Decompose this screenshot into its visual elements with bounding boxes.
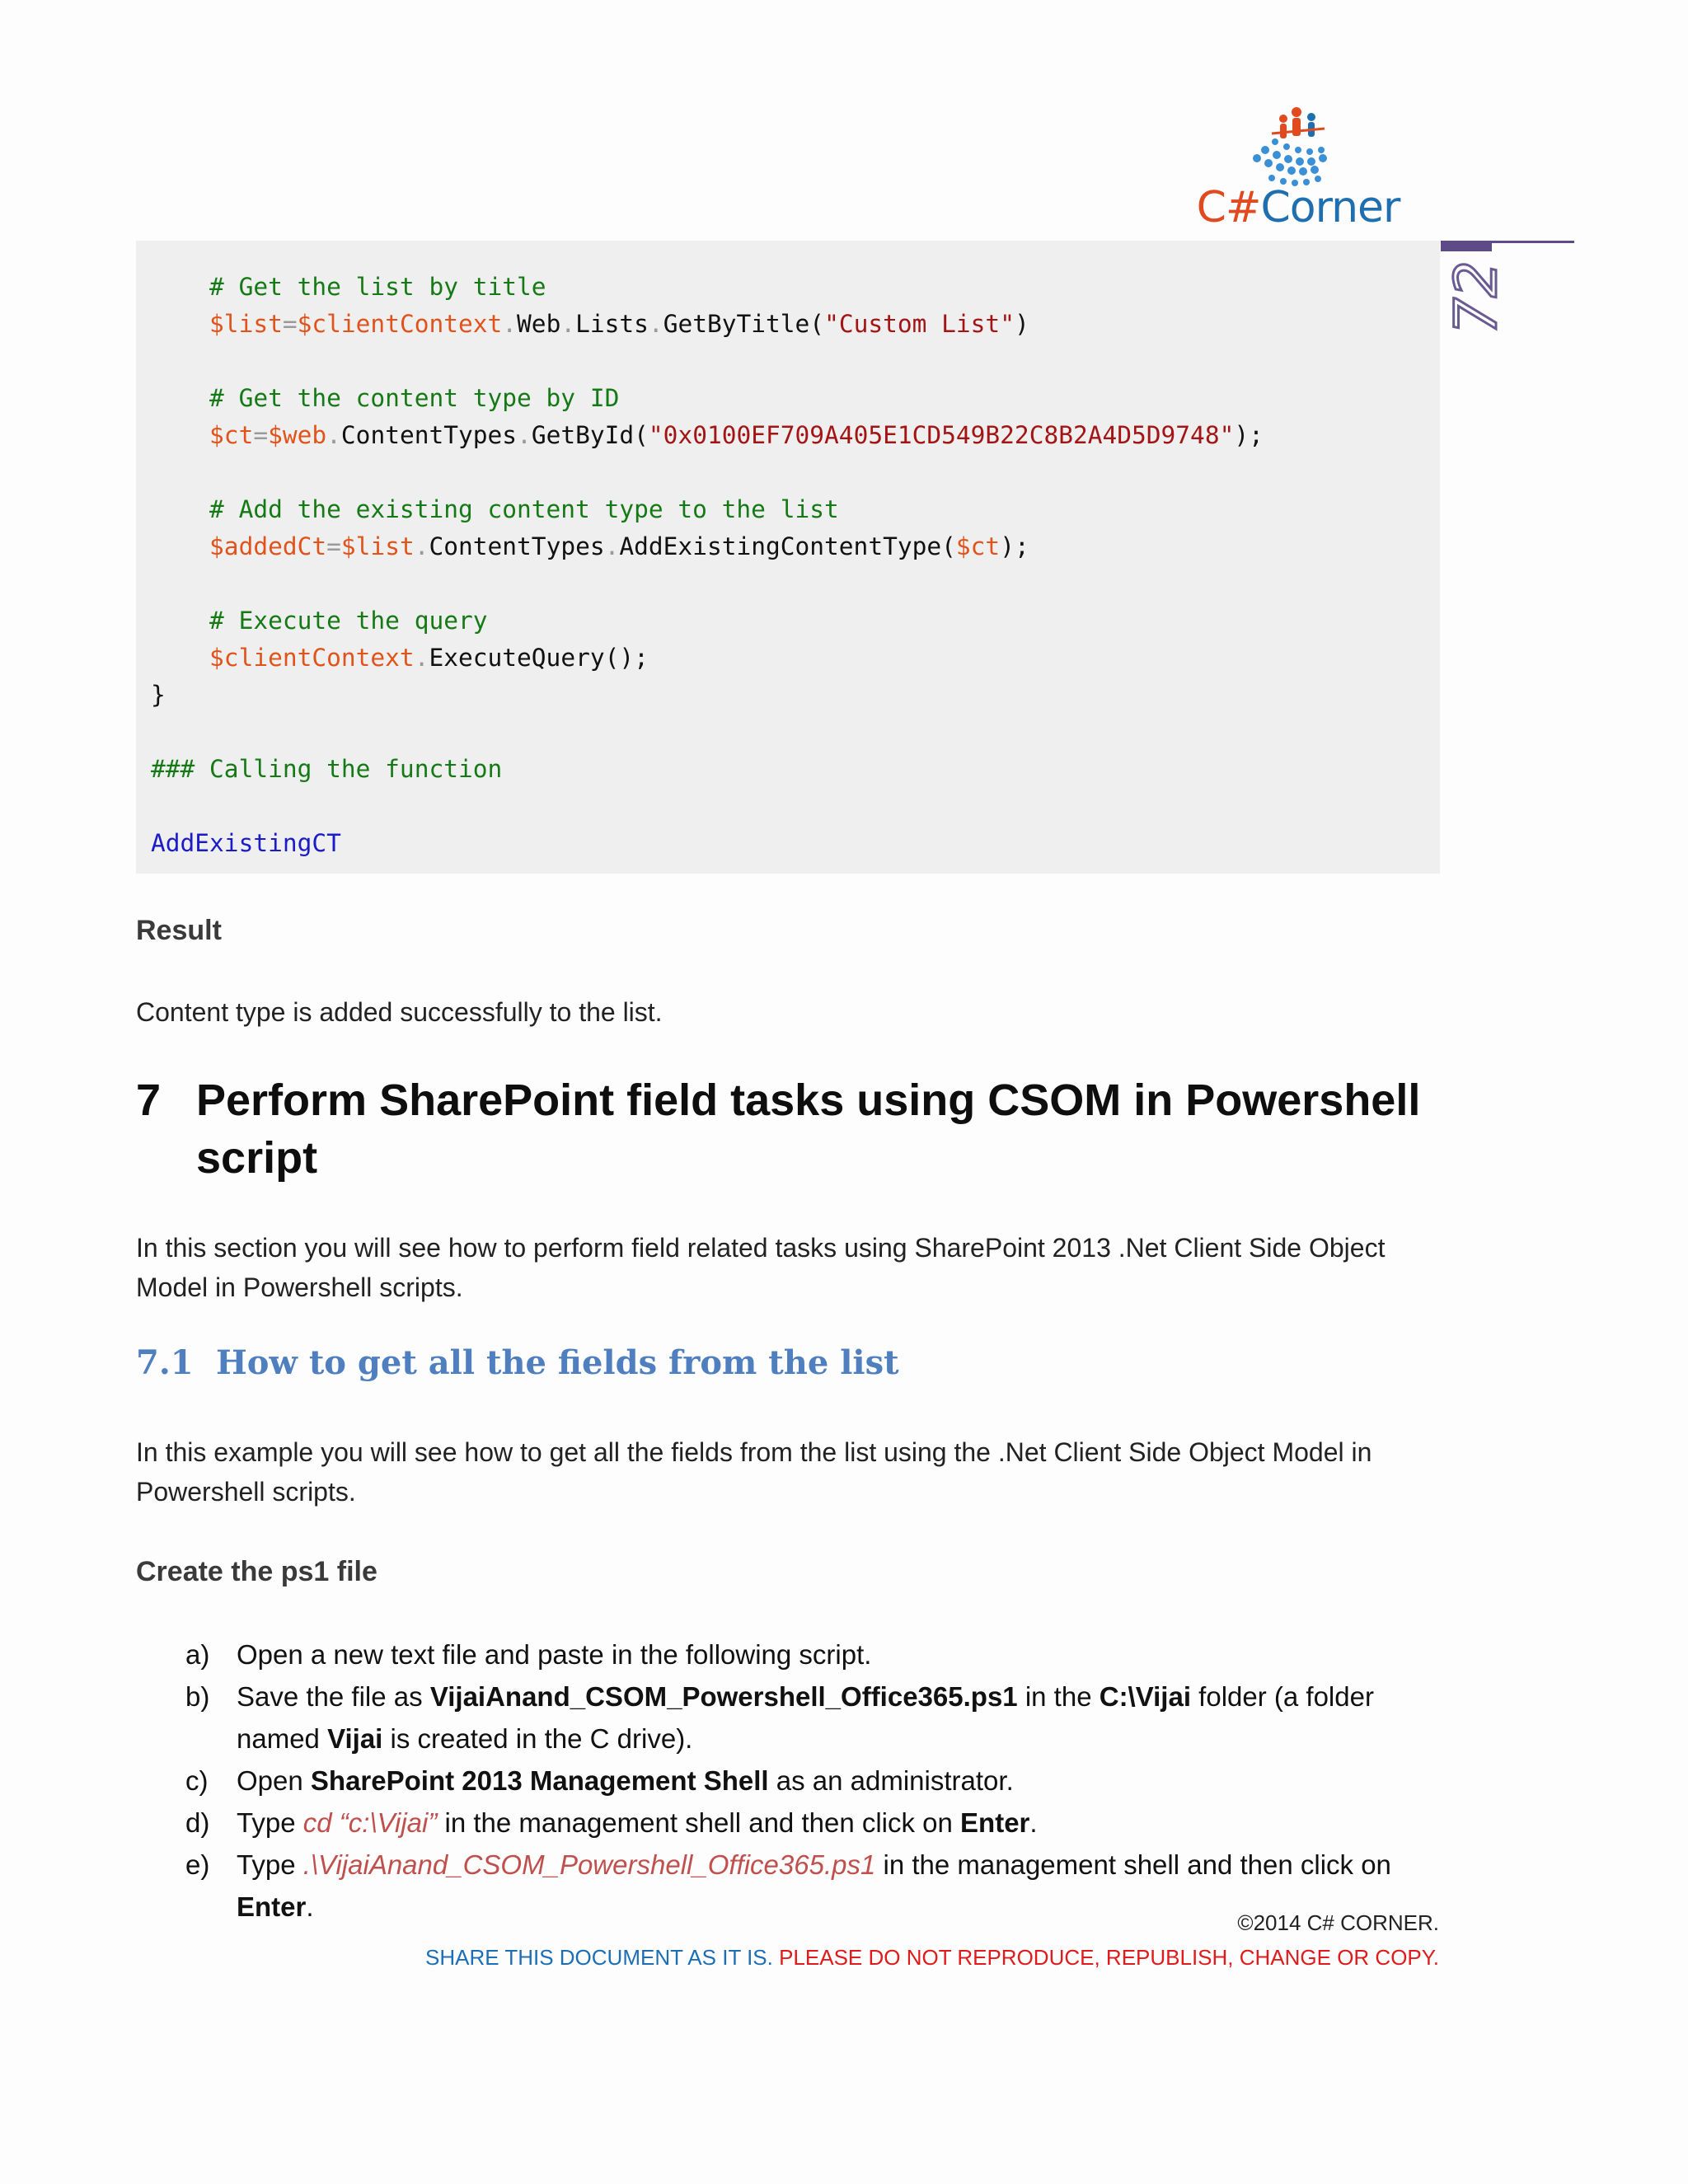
list-item bbox=[185, 1802, 1455, 1844]
text-run: in the management shell and then click on bbox=[437, 1807, 961, 1838]
list-item-text bbox=[237, 1760, 1455, 1802]
steps-list bbox=[185, 1633, 1455, 1928]
text-run: as an administrator. bbox=[768, 1765, 1014, 1796]
code-token: $list bbox=[340, 532, 415, 560]
section-7-1-intro: In this example you will see how to get all the fields from the list using the .Net Client Side Object Model in Powershell scripts. bbox=[136, 1437, 1372, 1507]
code-token: = bbox=[326, 532, 341, 560]
list-item-label: a) bbox=[185, 1639, 210, 1670]
share-notice-blue: SHARE THIS DOCUMENT AS IT IS. bbox=[425, 1945, 780, 1970]
code-token: ); bbox=[1234, 421, 1264, 449]
text-run: Open bbox=[237, 1765, 311, 1796]
code-line bbox=[151, 384, 619, 412]
result-text: Content type is added successfully to the list. bbox=[136, 997, 663, 1027]
code-token: . bbox=[560, 310, 576, 338]
code-token: ### Calling the function bbox=[151, 755, 503, 783]
csharp-corner-logo bbox=[1175, 101, 1422, 239]
code-line bbox=[151, 495, 839, 523]
code-token: # Get the content type by ID bbox=[209, 384, 620, 412]
code-token: . bbox=[414, 644, 429, 672]
list-item bbox=[185, 1633, 1455, 1675]
text-run: Save the file as bbox=[237, 1681, 430, 1712]
result-heading: Result bbox=[136, 915, 222, 946]
page-header-tab bbox=[1441, 243, 1492, 251]
text-run: . bbox=[306, 1891, 314, 1922]
list-item-label: d) bbox=[185, 1807, 210, 1838]
code-token: AddExistingContentType( bbox=[619, 532, 956, 560]
subsection-number: 7.1 bbox=[136, 1343, 194, 1382]
section-7-intro: In this section you will see how to perform field related tasks using SharePoint 2013 .Net Client Side Object Model in Powershell scripts. bbox=[136, 1233, 1386, 1302]
code-token: . bbox=[326, 421, 341, 449]
code-token: GetByTitle( bbox=[663, 310, 825, 338]
code-token: # Get the list by title bbox=[209, 273, 546, 301]
bold-text: Vijai bbox=[327, 1723, 383, 1754]
create-ps1-heading: Create the ps1 file bbox=[136, 1556, 377, 1587]
code-line bbox=[151, 273, 546, 301]
list-item bbox=[185, 1760, 1455, 1802]
text-run: Open a new text file and paste in the following script. bbox=[237, 1639, 872, 1670]
share-notice bbox=[425, 1945, 1439, 1971]
bold-text: C:\Vijai bbox=[1099, 1681, 1191, 1712]
code-token: . bbox=[648, 310, 663, 338]
code-block bbox=[136, 241, 1440, 874]
code-token: Web bbox=[517, 310, 561, 338]
code-line bbox=[151, 532, 1029, 560]
code-token: GetById( bbox=[531, 421, 649, 449]
share-notice-red: PLEASE DO NOT REPRODUCE, REPUBLISH, CHANGE OR COPY. bbox=[779, 1945, 1439, 1970]
command-text: .\VijaiAnand_CSOM_Powershell_Office365.ps1 bbox=[302, 1849, 876, 1880]
code-line bbox=[151, 310, 1029, 338]
code-token: "0x0100EF709A405E1CD549B22C8B2A4D5D9748" bbox=[648, 421, 1235, 449]
command-text: cd “c:\Vijai” bbox=[302, 1807, 438, 1838]
code-token: $clientContext bbox=[297, 310, 503, 338]
code-token: $addedCt bbox=[209, 532, 327, 560]
list-item-text bbox=[237, 1802, 1455, 1844]
code-token: AddExistingCT bbox=[151, 829, 341, 857]
code-token: = bbox=[253, 421, 269, 449]
code-token: # Add the existing content type to the list bbox=[209, 495, 839, 523]
code-token: } bbox=[151, 681, 166, 709]
code-token: . bbox=[502, 310, 518, 338]
code-token: = bbox=[282, 310, 298, 338]
code-line bbox=[151, 644, 649, 672]
text-run: in the bbox=[1017, 1681, 1100, 1712]
copyright: ©2014 C# CORNER. bbox=[1237, 1910, 1439, 1935]
section-title: Perform SharePoint field tasks using CSOM in Powershell script bbox=[196, 1076, 1421, 1183]
logo-globe-icon bbox=[1175, 101, 1422, 191]
code-token: $ct bbox=[955, 532, 1001, 560]
bold-text: Enter bbox=[960, 1807, 1030, 1838]
bold-text: Enter bbox=[237, 1891, 307, 1922]
code-line bbox=[151, 421, 1264, 449]
code-token: ExecuteQuery(); bbox=[429, 644, 649, 672]
code-token: $list bbox=[209, 310, 283, 338]
code-token: $clientContext bbox=[209, 644, 415, 672]
bold-text: VijaiAnand_CSOM_Powershell_Office365.ps1 bbox=[429, 1681, 1018, 1712]
list-item-text bbox=[237, 1675, 1455, 1760]
bold-text: SharePoint 2013 Management Shell bbox=[310, 1765, 769, 1796]
list-item-label: c) bbox=[185, 1765, 209, 1796]
code-token: $ct bbox=[209, 421, 254, 449]
code-token: # Execute the query bbox=[209, 607, 488, 635]
code-token: . bbox=[414, 532, 429, 560]
subsection-title: How to get all the fields from the list bbox=[216, 1343, 899, 1382]
code-token: . bbox=[517, 421, 532, 449]
list-item-label: e) bbox=[185, 1849, 210, 1880]
code-token: $web bbox=[268, 421, 327, 449]
code-token: . bbox=[604, 532, 620, 560]
list-item-label: b) bbox=[185, 1681, 210, 1712]
code-line bbox=[151, 755, 502, 783]
code-token: ContentTypes bbox=[340, 421, 518, 449]
text-run: . bbox=[1029, 1807, 1038, 1838]
code-line bbox=[151, 607, 488, 635]
list-item-text bbox=[237, 1633, 1455, 1675]
code-listing bbox=[136, 241, 1440, 862]
code-token: ); bbox=[1000, 532, 1029, 560]
text-run: in the management shell and then click on bbox=[875, 1849, 1391, 1880]
code-line bbox=[151, 681, 166, 709]
code-token: ) bbox=[1014, 310, 1029, 338]
code-token: "Custom List" bbox=[824, 310, 1015, 338]
page-number-box bbox=[1439, 255, 1513, 346]
text-run: Type bbox=[237, 1849, 303, 1880]
code-token: Lists bbox=[575, 310, 649, 338]
text-run: Type bbox=[237, 1807, 303, 1838]
page-number: 72 bbox=[1442, 260, 1510, 335]
text-run: folder (a folder named bbox=[237, 1681, 1374, 1754]
section-number: 7 bbox=[136, 1076, 162, 1125]
code-line bbox=[151, 829, 341, 857]
code-token: ContentTypes bbox=[429, 532, 605, 560]
text-run: is created in the C drive). bbox=[382, 1723, 693, 1754]
logo-text: C#Corner bbox=[1196, 183, 1400, 232]
list-item bbox=[185, 1675, 1455, 1760]
